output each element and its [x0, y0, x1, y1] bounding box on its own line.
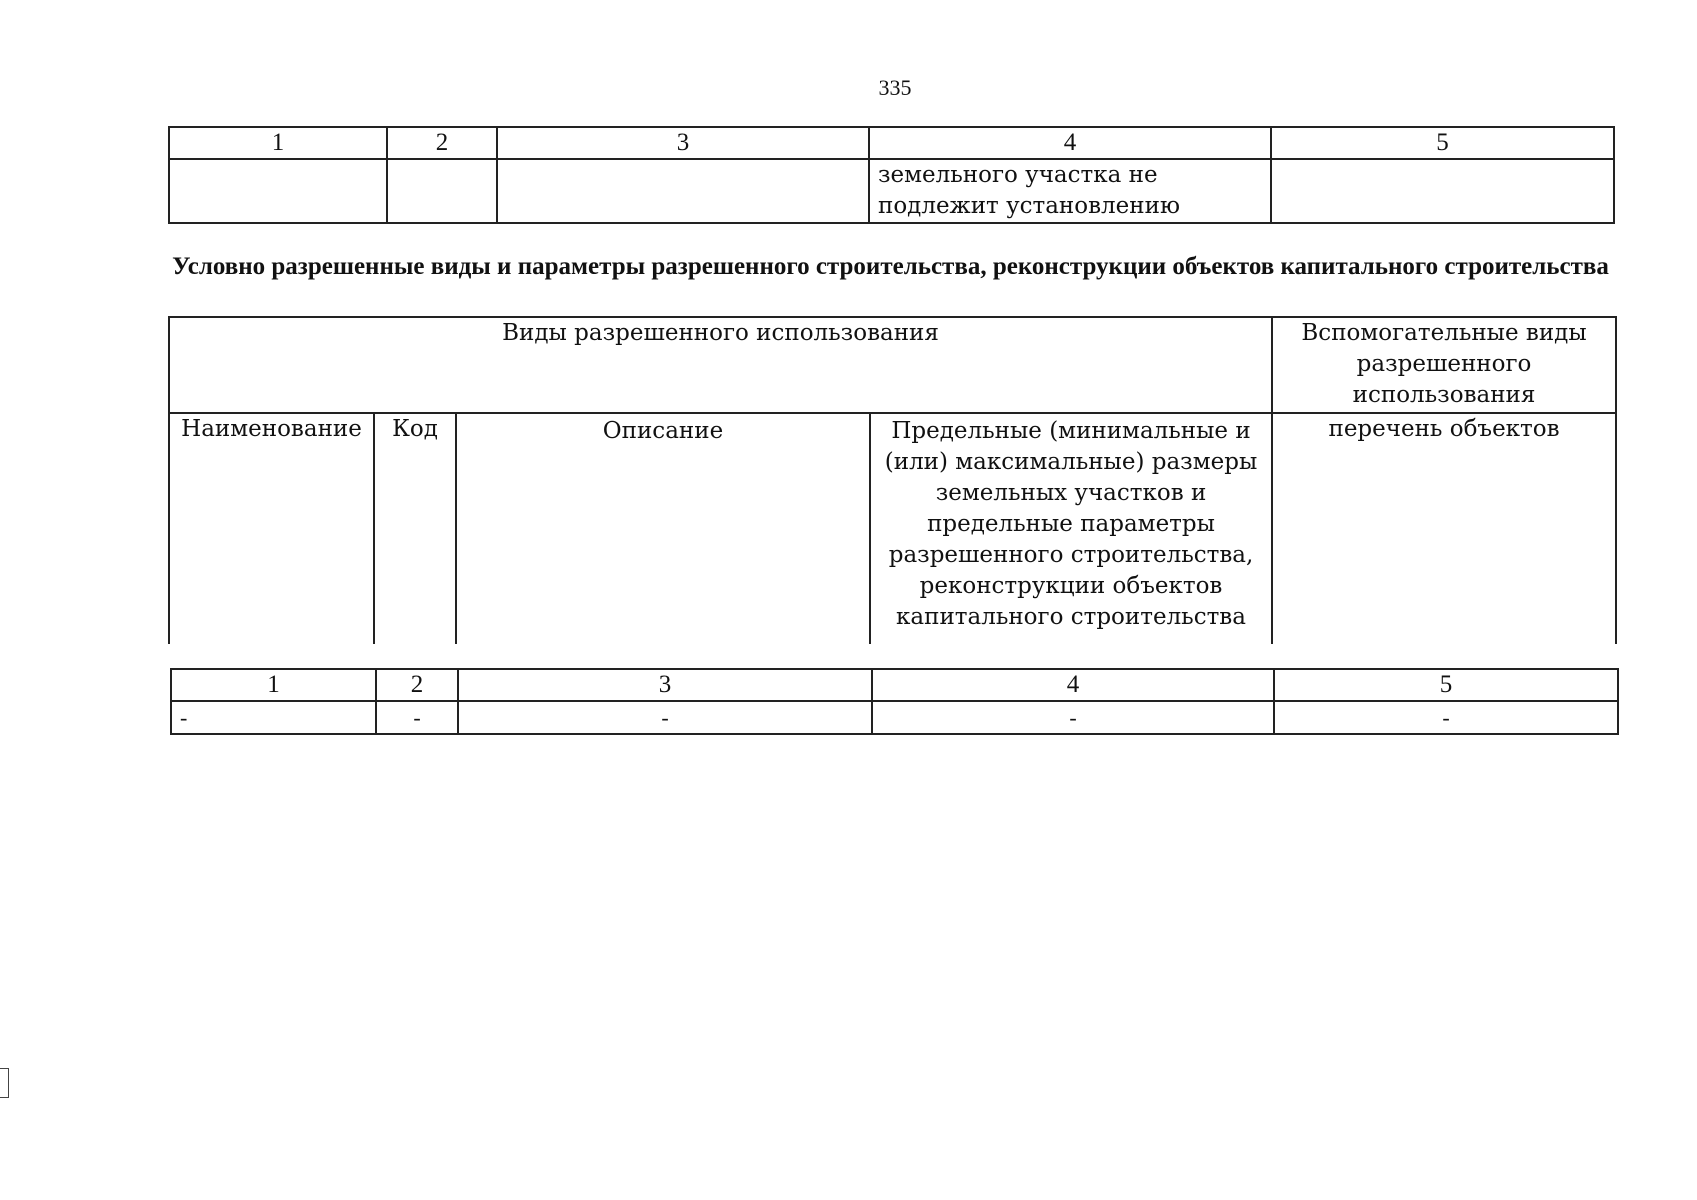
col-header-object-list: перечень объектов: [1272, 413, 1616, 644]
col-number: 3: [458, 669, 872, 701]
col-number: 4: [872, 669, 1274, 701]
table-cell: [497, 159, 869, 223]
col-number: 2: [387, 127, 497, 159]
margin-mark: [0, 1068, 9, 1098]
numbered-table: [170, 668, 1619, 735]
table-row: [169, 159, 1614, 223]
col-number: 5: [1271, 127, 1614, 159]
col-header-name: Наименование: [169, 413, 374, 644]
table-header-row: [171, 669, 1618, 701]
col-number: 4: [869, 127, 1271, 159]
group-aux-header: Вспомогательные виды разрешенного использования: [1272, 317, 1616, 413]
table-cell: [1271, 159, 1614, 223]
col-header-description: Описание: [456, 413, 870, 644]
col-number: 1: [169, 127, 387, 159]
table-cell: -: [1274, 701, 1618, 734]
table-cell: -: [171, 701, 376, 734]
group-main-header: Виды разрешенного использования: [169, 317, 1272, 413]
table-cell: [387, 159, 497, 223]
table-cell: -: [872, 701, 1274, 734]
table-row: [171, 701, 1618, 734]
table-header-row: [169, 127, 1614, 159]
continued-table: [168, 126, 1615, 224]
col-number: 1: [171, 669, 376, 701]
table-cell: -: [376, 701, 458, 734]
col-number: 2: [376, 669, 458, 701]
table-cell: -: [458, 701, 872, 734]
group-header-row: [169, 317, 1616, 413]
col-header-code: Код: [374, 413, 456, 644]
section-title: Условно разрешенные виды и параметры разрешенного строительства, реконструкции объектов капитального строительства: [172, 253, 1609, 280]
table-cell: земельного участка не подлежит установлению: [869, 159, 1271, 223]
page-number: 335: [878, 75, 912, 100]
col-number: 5: [1274, 669, 1618, 701]
permitted-use-table: [168, 316, 1617, 644]
col-header-limits: Предельные (минимальные и (или) максимальные) размеры земельных участков и предельные параметры разрешенного строительства, реконструкции объектов капитального строительства: [870, 413, 1272, 644]
table-cell: [169, 159, 387, 223]
col-number: 3: [497, 127, 869, 159]
column-header-row: [169, 413, 1616, 644]
